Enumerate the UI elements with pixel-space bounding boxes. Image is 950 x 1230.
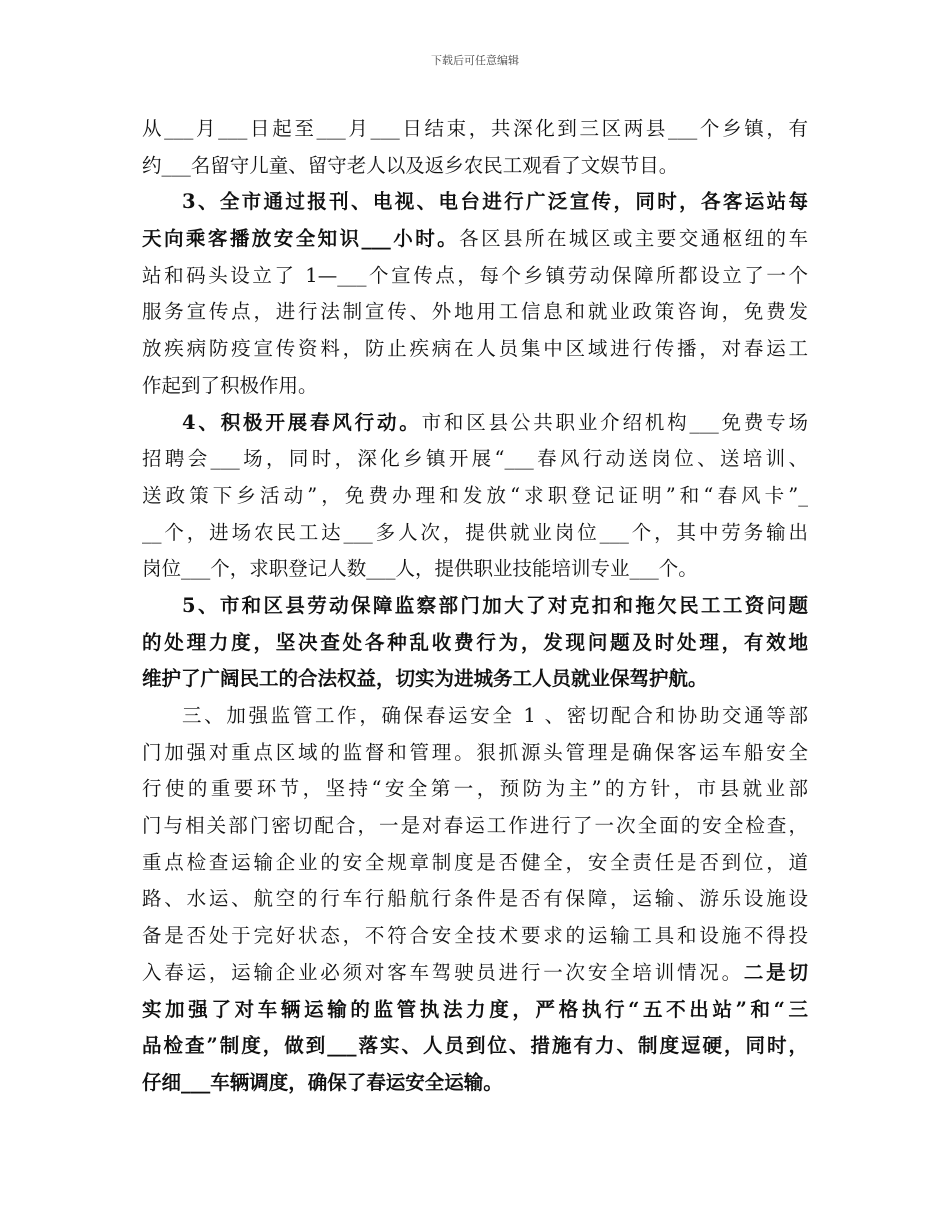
text-line: 门与相关部门密切配合，一是对春运工作进行了一次全面的安全检查， (142, 814, 808, 838)
section-three-heading: 三、加强监管工作，确保春运安全 1 、密切配合和协助交通等部 (182, 704, 808, 727)
text-line: 的处理力度，坚决查处各种乱收费行为，发现问题及时处理，有效地 (142, 630, 808, 654)
text-run: 市和区县公共职业介绍机构___免费专场 (421, 410, 808, 434)
text-line: 从___月___日起至___月___日结束，共深化到三区两县___个乡镇，有 (142, 117, 808, 140)
text-line: 维护了广阔民工的合法权益，切实为进城务工人员就业保驾护航。 (142, 667, 708, 691)
text-line (142, 405, 808, 442)
text-line: 行使的重要环节，坚持“安全第一，预防为主”的方针，市县就业部 (142, 777, 808, 801)
text-line: 放疾病防疫宣传资料，防止疾病在人员集中区域进行传播，对春运工 (142, 337, 808, 361)
section-heading-3: 3、全市通过报刊、电视、电台进行广泛宣传，同时，各客运站每 (182, 190, 808, 214)
text-line: 备是否处于完好状态，不符合安全技术要求的运输工具和设施不得投 (142, 924, 808, 948)
text-line: 仔细___车辆调度，确保了春运安全运输。 (142, 1070, 503, 1094)
text-line (142, 221, 808, 258)
document-body (142, 111, 808, 1102)
section-heading-5: 5、市和区县劳动保障监察部门加大了对克扣和拖欠民工工资问题 (182, 593, 808, 617)
text-line: 站和码头设立了 1—___个宣传点，每个乡镇劳动保障所都设立了一个 (142, 263, 808, 287)
text-line: 约___名留守儿童、留守老人以及返乡农民工观看了文娱节目。 (142, 153, 679, 177)
section-heading-4: 4、积极开展春风行动。 (182, 410, 422, 434)
text-run: 各区县所在城区或主要交通枢纽的车 (459, 227, 808, 251)
text-line: __个，进场农民工达___多人次，提供就业岗位___个，其中劳务输出 (142, 520, 808, 544)
text-line: 服务宣传点，进行法制宣传、外地用工信息和就业政策咨询，免费发 (142, 300, 808, 324)
bold-run: 二是切 (743, 960, 808, 984)
text-line: 实加强了对车辆运输的监管执法力度，严格执行“五不出站”和“三 (142, 997, 808, 1021)
text-line (142, 955, 808, 992)
bold-run: 天向乘客播放安全知识___小时。 (142, 227, 460, 251)
text-line: 品检查”制度，做到___落实、人员到位、措施有力、制度逗硬，同时， (142, 1034, 808, 1058)
text-line: 作起到了积极作用。 (142, 373, 318, 397)
text-line: 路、水运、航空的行车行船航行条件是否有保障，运输、游乐设施设 (142, 887, 808, 911)
page-header: 下载后可任意编辑 (431, 54, 519, 67)
text-line: 招聘会___场，同时，深化乡镇开展“___春风行动送岗位、送培训、 (142, 447, 808, 471)
text-line: 门加强对重点区域的监督和管理。狠抓源头管理是确保客运车船安全 (142, 740, 808, 764)
text-run: 入春运，运输企业必须对客车驾驶员进行一次安全培训情况。 (142, 960, 744, 984)
text-line: 岗位___个，求职登记人数___人，提供职业技能培训专业___个。 (142, 557, 698, 581)
text-line: 重点检查运输企业的安全规章制度是否健全，安全责任是否到位，道 (142, 850, 808, 874)
text-line: 送政策下乡活动”，免费办理和发放“求职登记证明”和“春风卡”_ (142, 483, 808, 507)
